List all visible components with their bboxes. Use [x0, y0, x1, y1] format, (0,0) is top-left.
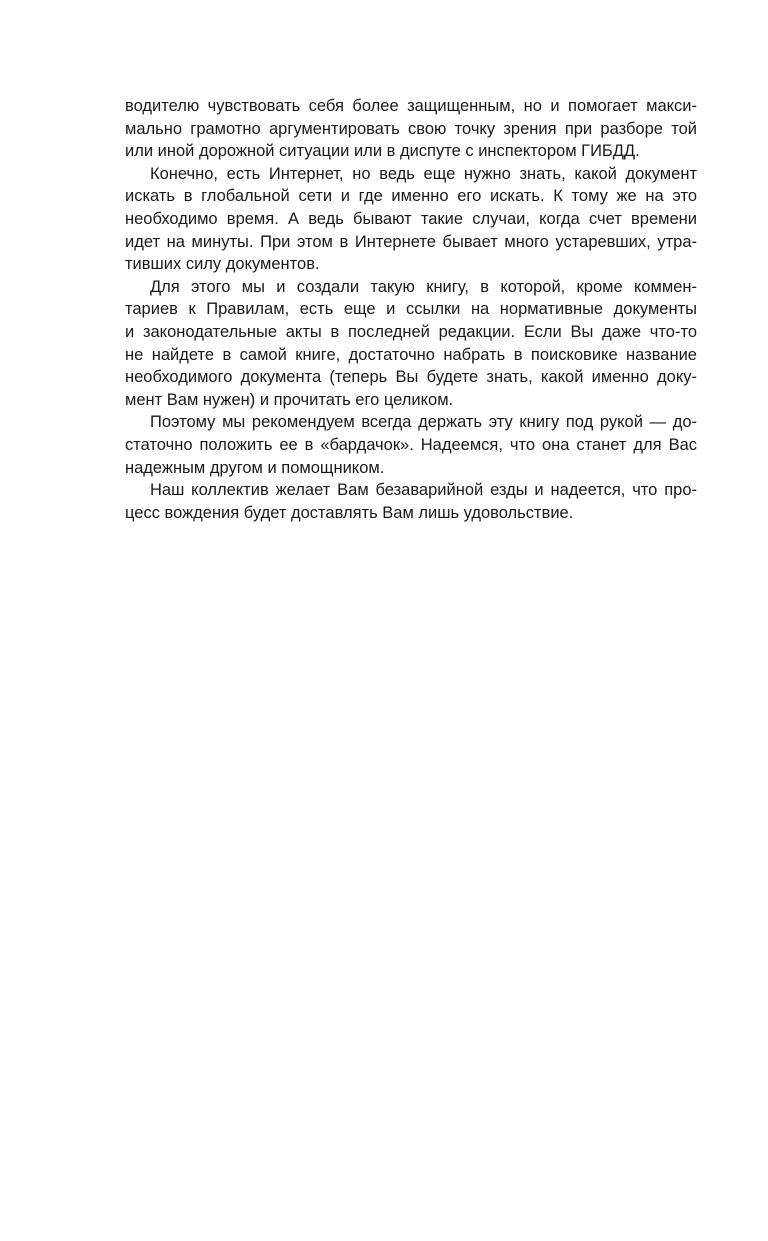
text-line: тивших силу документов.	[125, 255, 320, 274]
text-line: мально грамотно аргументировать свою точку зрения при разборе той	[125, 119, 697, 138]
paragraph	[125, 163, 697, 276]
paragraph	[125, 411, 697, 479]
text-line: Наш коллектив желает Вам безаварийной езды и надеется, что про-	[150, 481, 697, 500]
text-line: идет на минуты. При этом в Интернете бывает много устаревших, утра-	[125, 232, 697, 251]
text-line: цесс вождения будет доставлять Вам лишь удовольствие.	[125, 503, 574, 522]
text-line: надежным другом и помощником.	[125, 458, 385, 477]
paragraph	[125, 95, 697, 163]
text-line: Поэтому мы рекомендуем всегда держать эту книгу под рукой — до-	[150, 413, 697, 432]
text-line: водителю чувствовать себя более защищенным, но и помогает макси-	[125, 97, 697, 115]
body-text	[125, 95, 697, 524]
text-line: не найдете в самой книге, достаточно набрать в поисковике название	[125, 345, 697, 364]
paragraph	[125, 479, 697, 524]
text-line: или иной дорожной ситуации или в диспуте с инспектором ГИБДД.	[125, 142, 640, 161]
text-line: искать в глобальной сети и где именно его искать. К тому же на это	[125, 187, 697, 206]
text-line: тариев к Правилам, есть еще и ссылки на нормативные документы	[125, 300, 697, 319]
text-line: мент Вам нужен) и прочитать его целиком.	[125, 390, 454, 409]
text-line: и законодательные акты в последней редакции. Если Вы даже что-то	[125, 322, 697, 341]
paragraph	[125, 276, 697, 412]
text-line: статочно положить ее в «бардачок». Надеемся, что она станет для Вас	[125, 435, 697, 454]
text-line: необходимого документа (теперь Вы будете знать, какой именно доку-	[125, 368, 697, 387]
text-line: необходимо время. А ведь бывают такие случаи, когда счет времени	[125, 209, 697, 228]
text-line: Для этого мы и создали такую книгу, в которой, кроме коммен-	[150, 277, 697, 296]
text-line: Конечно, есть Интернет, но ведь еще нужно знать, какой документ	[150, 164, 697, 183]
